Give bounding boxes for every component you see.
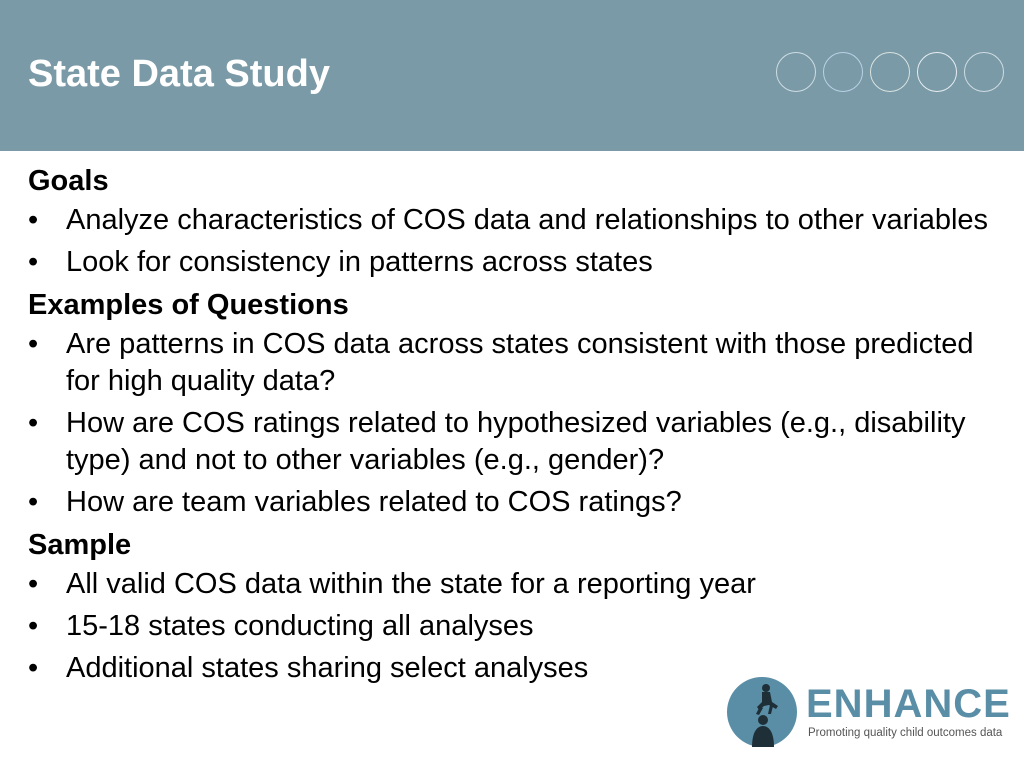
list-item-text: How are COS ratings related to hypothesized variables (e.g., disability type) and not to other variables (e.g., gender)? (66, 407, 966, 476)
list-item-text: How are team variables related to COS ratings? (66, 486, 682, 518)
bullet-icon: • (28, 568, 39, 600)
logo-name: ENHANCE (806, 682, 1011, 726)
sample-list (28, 566, 998, 687)
list-item-text: Look for consistency in patterns across states (66, 246, 653, 278)
bullet-icon: • (28, 246, 39, 278)
goals-list (28, 202, 998, 281)
list-item (28, 608, 998, 645)
list-item (28, 326, 998, 400)
bullet-icon: • (28, 486, 39, 518)
circle-icon (823, 52, 863, 92)
list-item (28, 484, 998, 521)
circle-icon (964, 52, 1004, 92)
bullet-icon: • (28, 610, 39, 642)
slide-title: State Data Study (28, 53, 330, 95)
bullet-icon: • (28, 652, 39, 684)
list-item-text: Are patterns in COS data across states consistent with those predicted for high quality data? (66, 328, 974, 397)
bullet-icon: • (28, 407, 39, 439)
bullet-icon: • (28, 204, 39, 236)
list-item-text: 15-18 states conducting all analyses (66, 610, 534, 642)
list-item-text: All valid COS data within the state for a reporting year (66, 568, 756, 600)
list-item (28, 405, 998, 479)
decorative-circles (776, 52, 1008, 96)
circle-icon (776, 52, 816, 92)
bullet-icon: • (28, 328, 39, 360)
list-item-text: Additional states sharing select analyses (66, 652, 589, 684)
slide-body (28, 162, 998, 692)
logo-tagline: Promoting quality child outcomes data (808, 727, 1003, 739)
slide-header (0, 0, 1024, 151)
circle-icon (870, 52, 910, 92)
enhance-logo (726, 676, 1011, 750)
list-item (28, 566, 998, 603)
section-heading-questions: Examples of Questions (28, 289, 349, 321)
section-heading-goals: Goals (28, 165, 109, 197)
circle-icon (917, 52, 957, 92)
parent-lifting-child-icon (726, 676, 798, 748)
list-item-text: Analyze characteristics of COS data and relationships to other variables (66, 204, 989, 236)
section-heading-sample: Sample (28, 529, 132, 561)
list-item (28, 202, 998, 239)
questions-list (28, 326, 998, 521)
list-item (28, 244, 998, 281)
